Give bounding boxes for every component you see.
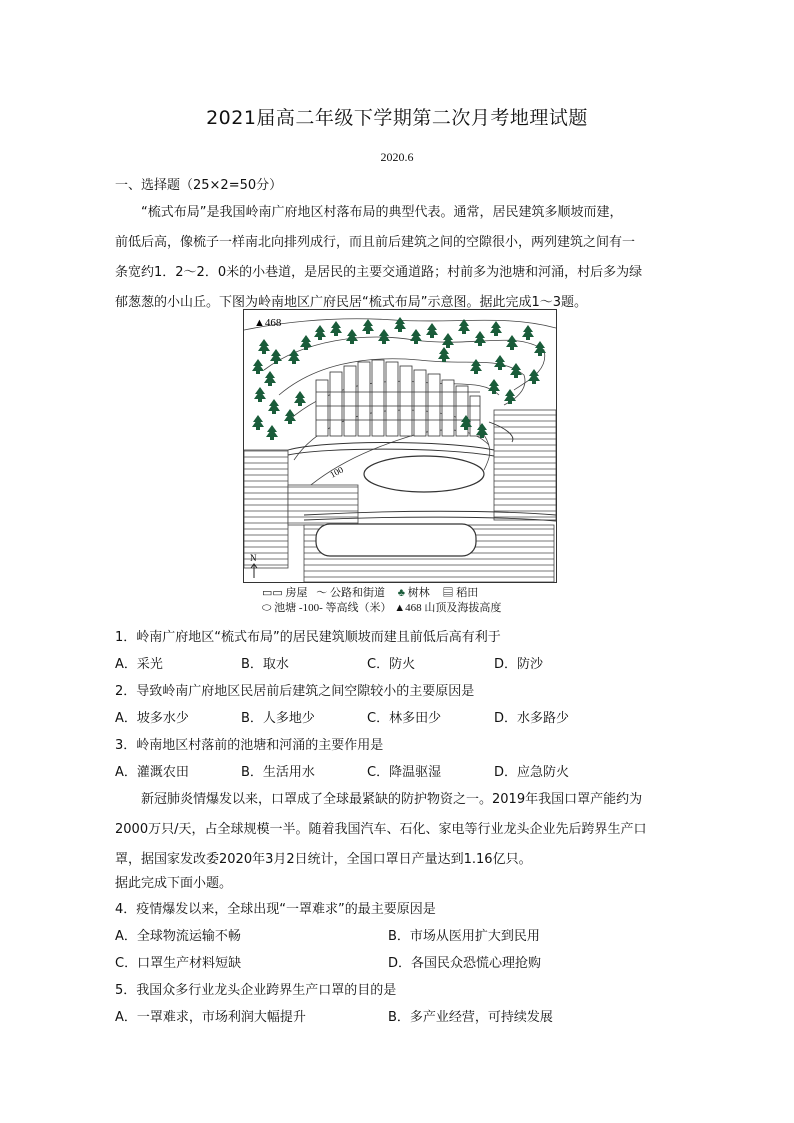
question-4: 4．疫情爆发以来，全球出现“一罩难求”的最主要原因是 (115, 902, 436, 917)
map-legend-row-1 (262, 584, 478, 600)
question-3: 3．岭南地区村落前的池塘和河涌的主要作用是 (115, 738, 384, 753)
q2-option-b[interactable]: B．人多地少 (241, 711, 315, 726)
paddy-field (244, 450, 288, 568)
house-icon: ▭▭ (262, 587, 283, 599)
q1-option-d[interactable]: D．防沙 (494, 657, 544, 672)
q2-option-c[interactable]: C．林多田少 (367, 711, 442, 726)
q1-option-a[interactable]: A．采光 (115, 657, 163, 672)
intro-paragraph-1 (115, 198, 642, 318)
question-2: 2．导致岭南广府地区民居前后建筑之间空隙较小的主要原因是 (115, 684, 475, 699)
q1-option-c[interactable]: C．防火 (367, 657, 416, 672)
houses (316, 360, 480, 436)
q1-option-b[interactable]: B．取水 (241, 657, 289, 672)
legend-contour-sample: -100- (298, 602, 323, 614)
contour-label: 100 (328, 464, 345, 480)
intro-line: “梳式布局”是我国岭南广府地区村落布局的典型代表。通常，居民建筑多顺坡而建， (141, 205, 623, 220)
intro-line: 郁葱葱的小山丘。下图为岭南地区广府民居“梳式布局”示意图。据此完成1～3题。 (115, 295, 588, 310)
legend-peak: 山顶及海拔高度 (424, 602, 502, 614)
village-layout-map (243, 309, 557, 583)
q3-option-a[interactable]: A．灌溉农田 (115, 765, 189, 780)
section-heading: 一、选择题（25×2=50分） (115, 178, 283, 193)
legend-contour: 等高线（米） (325, 602, 392, 614)
map-drawing (244, 310, 556, 582)
road-icon: 〜 (316, 587, 328, 599)
q3-option-b[interactable]: B．生活用水 (241, 765, 315, 780)
q2-option-d[interactable]: D．水多路少 (494, 711, 570, 726)
question-1: 1．岭南广府地区“梳式布局”的居民建筑顺坡而建且前低后高有利于 (115, 630, 501, 645)
q3-option-c[interactable]: C．降温驱湿 (367, 765, 442, 780)
intro-line: 罩，据国家发改委2020年3月2日统计，全国口罩日产量达到1.16亿只。 (115, 852, 532, 867)
north-arrow-icon (251, 564, 257, 578)
intro-line: 前低后高，像梳子一样南北向排列成行，而且前后建筑之间的空隙很小，两列建筑之间有一 (115, 235, 636, 250)
q5-option-a[interactable]: A．一罩难求，市场利润大幅提升 (115, 1010, 306, 1025)
peak-label: ▲468 (254, 317, 282, 329)
exam-date: 2020.6 (380, 150, 414, 164)
page-title: 2021届高二年级下学期第二次月考地理试题 (206, 107, 588, 129)
q2-option-a[interactable]: A．坡多水少 (115, 711, 189, 726)
q4-option-c[interactable]: C．口罩生产材料短缺 (115, 956, 242, 971)
intro-paragraph-2 (115, 785, 646, 875)
intro-line: 条宽约1．2～2．0米的小巷道，是居民的主要交通道路；村前多为池塘和河涌，村后多为绿 (115, 265, 643, 280)
q3-option-d[interactable]: D．应急防火 (494, 765, 570, 780)
legend-paddy: 稻田 (456, 587, 479, 599)
north-label: N (250, 553, 257, 563)
legend-peak-sample: ▲468 (394, 602, 422, 614)
pond (316, 524, 476, 556)
pond (364, 456, 484, 492)
q4-option-d[interactable]: D．各国民众恐慌心理抢购 (388, 956, 542, 971)
question-5: 5．我国众多行业龙头企业跨界生产口罩的目的是 (115, 983, 397, 998)
intro-line: 2000万只/天，占全球规模一半。随着我国汽车、石化、家电等行业龙头企业先后跨界生产口 (115, 822, 647, 837)
lead-text: 据此完成下面小题。 (115, 876, 233, 891)
legend-house: 房屋 (285, 587, 308, 599)
tree-icon: ♣ (397, 587, 406, 599)
paddy-field (494, 410, 556, 520)
q4-option-a[interactable]: A．全球物流运输不畅 (115, 929, 241, 944)
q4-option-b[interactable]: B．市场从医用扩大到民用 (388, 929, 540, 944)
legend-forest: 树林 (407, 587, 430, 599)
map-legend-row-2 (262, 599, 501, 615)
legend-pond: 池塘 (274, 602, 297, 614)
paddy-icon: ▤ (442, 587, 454, 599)
pond-icon: ⬭ (262, 602, 272, 614)
legend-road: 公路和街道 (330, 587, 386, 599)
intro-line: 新冠肺炎情爆发以来，口罩成了全球最紧缺的防护物资之一。2019年我国口罩产能约为 (141, 792, 643, 807)
q5-option-b[interactable]: B．多产业经营，可持续发展 (388, 1010, 553, 1025)
